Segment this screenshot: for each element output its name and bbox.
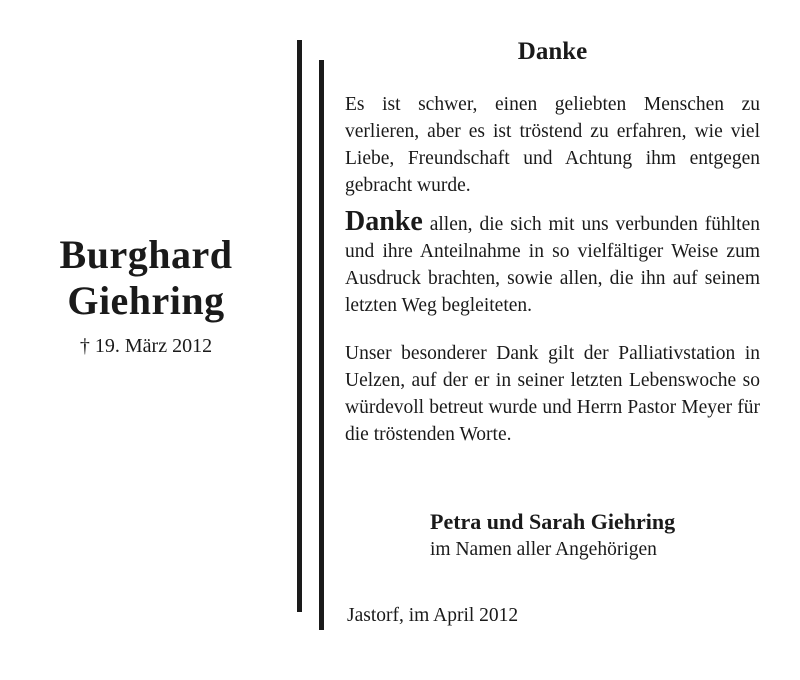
paragraph-3: Unser besonderer Dank gilt der Palliativstation in Uelzen, auf der er in seiner letzten Lebenswoche so würdevoll betreut wurde und Herrn Pastor Meyer für die tröstenden Worte. (345, 343, 760, 445)
deceased-name (30, 232, 262, 324)
paragraph-1: Es ist schwer, einen geliebten Menschen zu verlieren, aber es ist tröstend zu erfahren, wie viel Liebe, Freundschaft und Achtung ihm entgegen gebracht wurde. (345, 94, 760, 196)
signature-names: Petra und Sarah Giehring (430, 509, 676, 534)
paragraph-2-text: allen, die sich mit uns verbunden fühlten und ihre Anteilnahme in so vielfältiger Weise zum Ausdruck brachten, sowie allen, die ihn auf seinem letzten Weg begleiteten. (345, 214, 760, 316)
notice-heading: Danke (517, 38, 588, 65)
paragraph-2 (345, 208, 760, 319)
paragraph-2-lead: Danke (345, 206, 423, 237)
deceased-last-name: Giehring (67, 278, 225, 323)
signature-subline: im Namen aller Angehörigen (430, 539, 657, 560)
divider-rule-right (319, 60, 324, 630)
deceased-first-name: Burghard (59, 232, 233, 277)
place-and-date: Jastorf, im April 2012 (347, 605, 519, 626)
divider-rule-left (297, 40, 302, 612)
death-date: † 19. März 2012 (79, 335, 213, 357)
